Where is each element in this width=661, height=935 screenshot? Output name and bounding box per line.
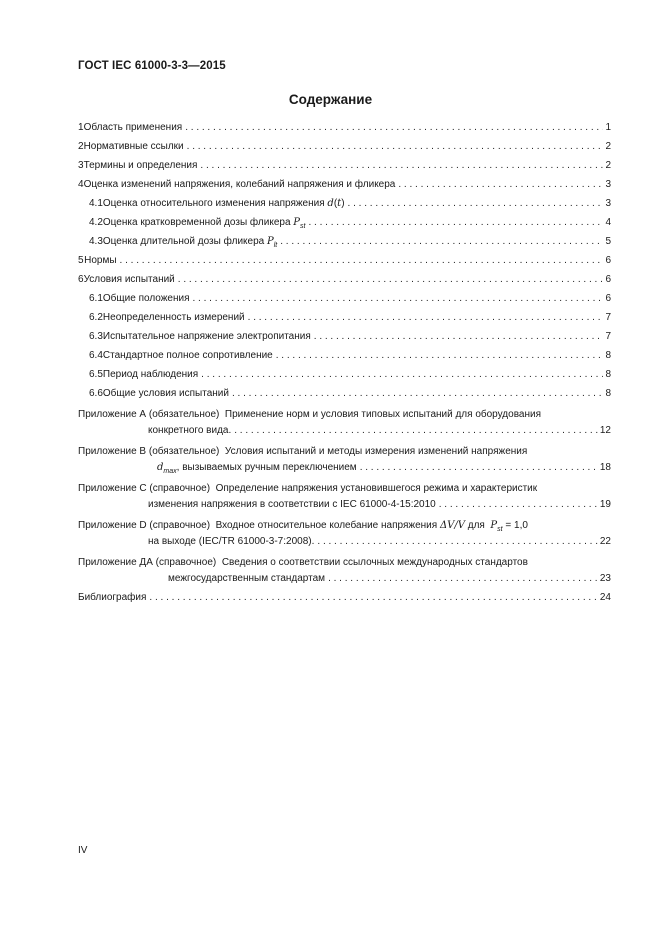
appendix-title-cont: межгосударственным стандартам [168,573,326,584]
formula-arg: t [337,198,342,209]
formula-sub: max [163,468,177,475]
toc-text: Период наблюдения [102,369,199,380]
toc-text: Испытательное напряжение электропитания [102,331,311,342]
toc-page: 3 [605,179,611,190]
toc-page: 18 [599,462,611,473]
toc-page: 2 [605,141,611,152]
toc-page: 22 [599,536,611,547]
leader-dots [120,255,604,266]
toc-text: Область применения [83,122,183,133]
toc-page: 1 [605,122,611,133]
appendix-label: Приложение С (справочное) [78,483,211,494]
formula-var: P [293,217,301,228]
toc-entry-2[interactable] [78,141,611,160]
toc-entry-4[interactable] [78,179,611,198]
toc-appendix-da[interactable] [78,557,611,592]
formula-var: P [266,236,274,247]
toc-text: Неопределенность измерений [102,312,245,323]
toc-page: 19 [599,499,611,510]
formula-sub: st [497,526,503,533]
appendix-title-cont: изменения напряжения в соответствии с IEC 61000-4-15:2010 [148,499,436,510]
toc-num: 6.5 [89,369,103,380]
toc-text-main: Оценка относительного изменения напряжения [102,198,328,209]
leader-dots [314,331,604,342]
toc-num: 2 [78,141,84,152]
toc-num: 4.2 [89,217,103,228]
toc-entry-6-6[interactable] [78,388,611,407]
leader-dots [360,462,598,473]
leader-dots [178,274,604,285]
appendix-title-cont: конкретного вида. [148,425,232,436]
toc-page: 8 [605,350,611,361]
appendix-title: Определение напряжения установившегося режима и характеристик [215,483,538,494]
toc-appendix-a[interactable] [78,409,611,444]
toc-text: Общие положения [102,293,190,304]
toc-num: 3 [78,160,84,171]
toc-page: 6 [605,274,611,285]
toc-num: 6.6 [89,388,103,399]
appendix-title-rest: , вызываемых ручным переключением [176,462,357,473]
leader-dots [328,573,598,584]
leader-dots [187,141,604,152]
toc-appendix-b[interactable] [78,446,611,481]
appendix-label: Приложение В (обязательное) [78,446,220,457]
toc-page: 3 [605,198,611,209]
toc-text [103,198,345,209]
toc-entry-6-2[interactable] [78,312,611,331]
toc-bibliography[interactable] [78,592,611,611]
toc-num: 5 [78,255,84,266]
appendix-label: Приложение D (справочное) [78,520,211,531]
appendix-title: Условия испытаний и методы измерения изменений напряжения [224,446,528,457]
leader-dots [201,369,603,380]
toc-text: Стандартное полное сопротивление [102,350,273,361]
appendix-title: Сведения о соответствии ссылочных международных стандартов [221,557,528,568]
toc-page: 12 [599,425,611,436]
toc-num: 4 [78,179,84,190]
toc-entry-4-2[interactable] [78,217,611,236]
toc-num: 4.3 [89,236,103,247]
toc-entry-5[interactable] [78,255,611,274]
toc-entry-6-1[interactable] [78,293,611,312]
toc-entry-4-1[interactable] [78,198,611,217]
formula-sub: st [300,223,306,230]
leader-dots [308,217,603,228]
formula-delta-v-over-v: ΔV/V [439,520,465,531]
formula-var: d [327,198,334,209]
toc-text: Нормативные ссылки [83,141,184,152]
toc-text: Оценка изменений напряжения, колебаний напряжения и фликера [83,179,396,190]
toc-page: 5 [605,236,611,247]
appendix-label: Приложение А (обязательное) [78,409,220,420]
toc-text [103,217,306,230]
leader-dots [317,536,597,547]
appendix-label: Приложение ДА (справочное) [78,557,217,568]
toc-text: Условия испытаний [83,274,175,285]
page-title: Содержание [288,92,373,107]
toc-text: Нормы [84,255,117,266]
formula-tail: (t) [333,198,345,209]
toc-num: 6.3 [89,331,103,342]
leader-dots [348,198,604,209]
leader-dots [248,312,604,323]
leader-dots [276,350,604,361]
toc-text-main: Оценка кратковременной дозы фликера [102,217,294,228]
toc-num: 6.2 [89,312,103,323]
toc-entry-6-5[interactable] [78,369,611,388]
toc-page: 2 [605,160,611,171]
toc-entry-4-3[interactable] [78,236,611,255]
toc-num: 4.1 [89,198,103,209]
formula-var: d [157,462,164,473]
toc-page: 6 [605,293,611,304]
toc-num: 6 [78,274,84,285]
toc-page: 7 [605,312,611,323]
toc-page: 8 [605,388,611,399]
toc-text-main: Оценка длительной дозы фликера [102,236,267,247]
leader-dots [193,293,604,304]
formula-sub: lt [273,242,278,249]
leader-dots [398,179,603,190]
toc-appendix-d[interactable] [78,520,611,555]
toc-entry-6-4[interactable] [78,350,611,369]
toc-page: 8 [605,369,611,380]
toc-entry-3[interactable] [78,160,611,179]
leader-dots [280,236,603,247]
toc-text: Библиография [78,592,147,603]
leader-dots [439,499,598,510]
appendix-title-end: = 1,0 [502,520,528,531]
leader-dots [234,425,598,436]
appendix-title: Применение норм и условия типовых испытаний для оборудования [224,409,541,420]
appendix-title-cont [157,462,357,475]
toc-page: 7 [605,331,611,342]
toc-text [103,236,277,249]
toc-entry-6[interactable] [78,274,611,293]
toc-entry-6-3[interactable] [78,331,611,350]
toc-entry-1[interactable] [78,122,611,141]
document-code: ГОСТ IEC 61000-3-3—2015 [78,60,226,72]
leader-dots [232,388,603,399]
toc-page: 24 [599,592,611,603]
appendix-title: Входное относительное колебание напряжения [215,520,440,531]
leader-dots [185,122,603,133]
formula-var: P [490,520,498,531]
toc-page: 23 [599,573,611,584]
toc-page: 4 [605,217,611,228]
toc-page: 6 [605,255,611,266]
toc-num: 6.4 [89,350,103,361]
table-of-contents [78,122,611,611]
toc-text: Общие условия испытаний [102,388,229,399]
toc-num: 1 [78,122,84,133]
leader-dots [200,160,603,171]
toc-text: Термины и определения [83,160,198,171]
leader-dots [149,592,597,603]
appendix-title-cont: на выходе (IEC/TR 61000-3-7:2008). [148,536,315,547]
page-number: IV [78,845,88,856]
appendix-title-mid: для [464,520,488,531]
toc-appendix-c[interactable] [78,483,611,518]
toc-num: 6.1 [89,293,103,304]
